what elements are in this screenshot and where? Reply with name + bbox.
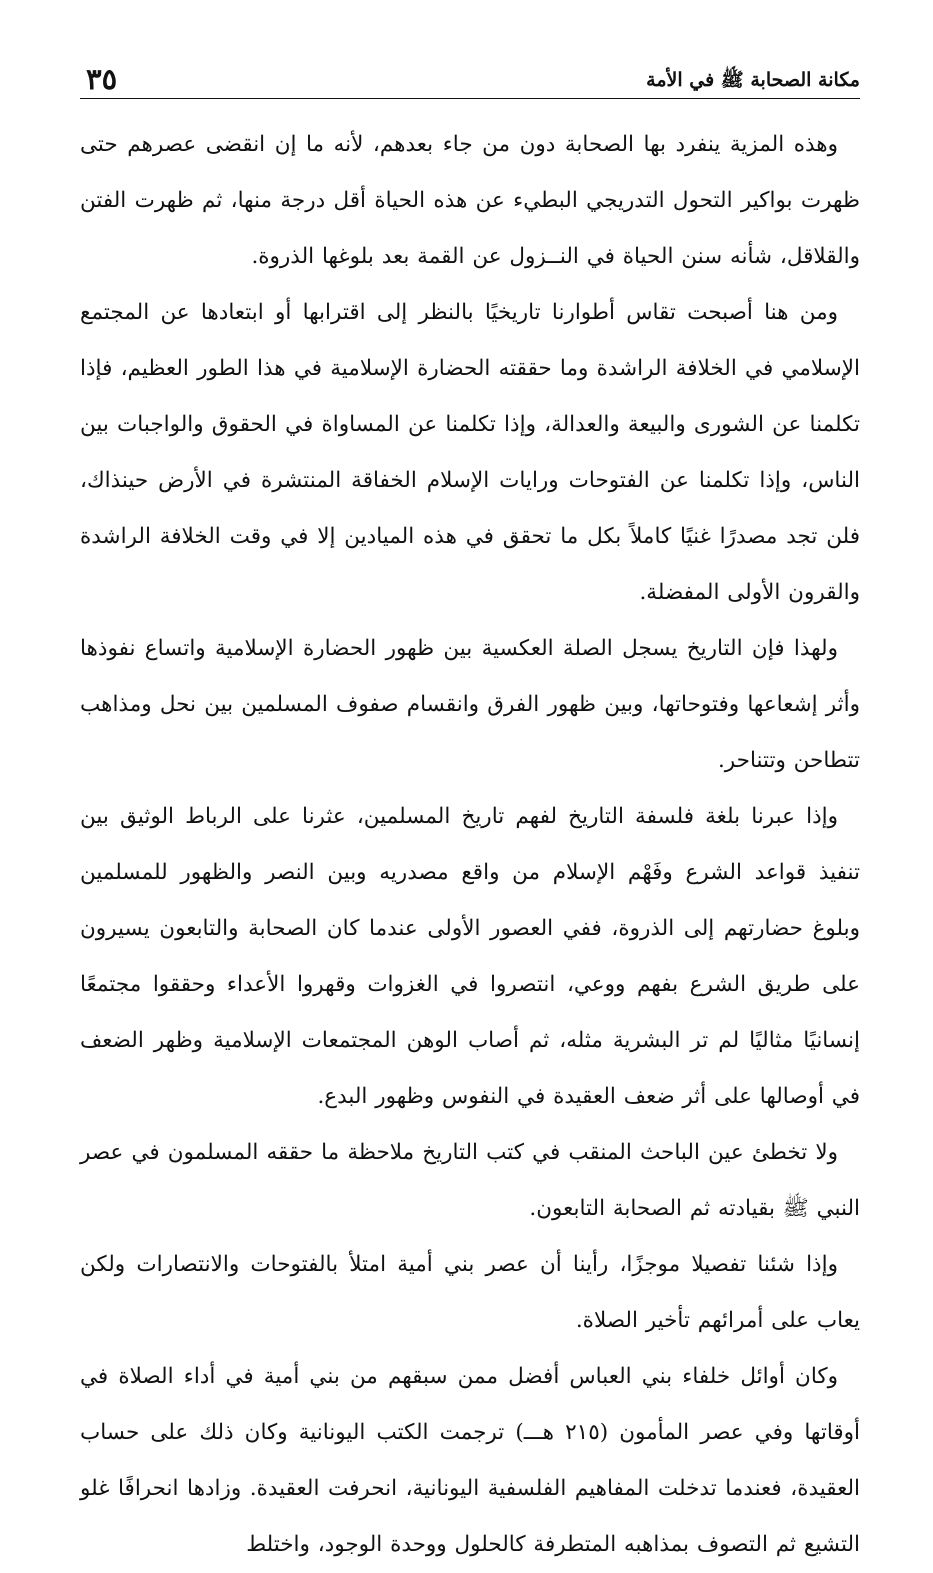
page-body: [80, 117, 860, 1573]
paragraph-2: ومن هنا أصبحت تقاس أطوارنا تاريخيًا بالنظر إلى اقترابها أو ابتعادها عن المجتمع الإسلامي في الخلافة الراشدة وما حققته الحضارة الإسلامية في هذا الطور العظيم، فإذا تكلمنا عن الشورى والبيعة والعدالة، وإذا تكلمنا عن المساواة في الحقوق والواجبات بين الناس، وإذا تكلمنا عن الفتوحات ورايات الإسلام الخفاقة المنتشرة في الأرض حينذاك، فلن تجد مصدرًا غنيًا كاملاً بكل ما تحقق في هذه الميادين إلا في وقت الخلافة الراشدة والقرون الأولى المفضلة.: [80, 300, 860, 605]
page-number: ٣٥: [86, 62, 118, 96]
running-title: مكانة الصحابة ﷺ في الأمة: [646, 69, 860, 91]
paragraph-3: ولهذا فإن التاريخ يسجل الصلة العكسية بين ظهور الحضارة الإسلامية واتساع نفوذها وأثر إشعاعها وفتوحاتها، وبين ظهور الفرق وانقسام صفوف المسلمين بين نحل ومذاهب تتطاحن وتتناحر.: [80, 636, 860, 773]
paragraph-1: وهذه المزية ينفرد بها الصحابة دون من جاء بعدهم، لأنه ما إن انقضى عصرهم حتى ظهرت بواكير التحول التدريجي البطيء عن هذه الحياة أقل درجة منها، ثم ظهرت الفتن والقلاقل، شأنه سنن الحياة في النــزول عن القمة بعد بلوغها الذروة.: [80, 132, 860, 269]
page-header: [80, 58, 860, 99]
paragraph-4: وإذا عبرنا بلغة فلسفة التاريخ لفهم تاريخ المسلمين، عثرنا على الرباط الوثيق بين تنفيذ قواعد الشرع وفَهْم الإسلام من واقع مصدريه وبين النصر والظهور للمسلمين وبلوغ حضارتهم إلى الذروة، ففي العصور الأولى عندما كان الصحابة والتابعون يسيرون على طريق الشرع بفهم ووعي، انتصروا في الغزوات وقهروا الأعداء وحققوا مجتمعًا إنسانيًا مثاليًا لم تر البشرية مثله، ثم أصاب الوهن المجتمعات الإسلامية وظهر الضعف في أوصالها على أثر ضعف العقيدة في النفوس وظهور البدع.: [80, 804, 860, 1109]
paragraph-7: وكان أوائل خلفاء بني العباس أفضل ممن سبقهم من بني أمية في أداء الصلاة في أوقاتها وفي عصر المأمون (٢١٥ هـــ) ترجمت الكتب اليونانية وكان ذلك على حساب العقيدة، فعندما تدخلت المفاهيم الفلسفية اليونانية، انحرفت العقيدة. وزادها انحرافًا غلو التشيع ثم التصوف بمذاهبه المتطرفة كالحلول ووحدة الوجود، واختلط: [80, 1364, 860, 1557]
paragraph-6: وإذا شئنا تفصيلا موجزًا، رأينا أن عصر بني أمية امتلأ بالفتوحات والانتصارات ولكن يعاب على أمرائهم تأخير الصلاة.: [80, 1252, 860, 1333]
book-page: [80, 58, 860, 1573]
paragraph-5: ولا تخطئ عين الباحث المنقب في كتب التاريخ ملاحظة ما حققه المسلمون في عصر النبي ﷺ بقيادته ثم الصحابة التابعون.: [80, 1140, 860, 1221]
